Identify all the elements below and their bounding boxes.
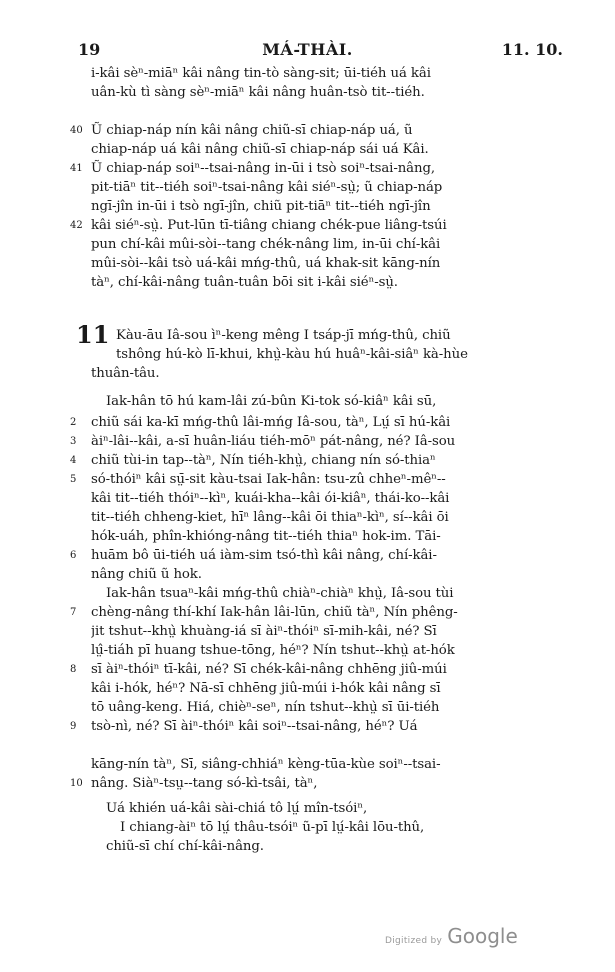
text-line: pun chí-kâi mûi-sòi--tang chék-nâng lim, in-ūi chí-kâi	[91, 237, 441, 252]
text-line: só-thóiⁿ kâi sṳ̄-sit kàu-tsai Iak-hân: tsu-zû chheⁿ-mêⁿ--	[91, 472, 446, 487]
verse-number-42: 42	[70, 220, 83, 231]
text-line: i-kâi sèⁿ-miāⁿ kâi nâng tin-tò sàng-sit; ūi-tiéh uá kâi	[91, 66, 431, 81]
text-line: Kàu-āu Iâ-sou ìⁿ-keng mêng I tsáp-jī mńg-thû, chiũ	[116, 328, 451, 343]
digitized-watermark	[385, 924, 518, 948]
text-line: Ũ chiap-náp soiⁿ--tsai-nâng in-ūi i tsò soiⁿ-tsai-nâng,	[91, 161, 436, 176]
verse-number-2: 2	[70, 417, 77, 428]
text-line: kâi tit--tiéh thóiⁿ--kìⁿ, kuái-kha--kâi ói-kiâⁿ, thái-ko--kâi	[91, 491, 450, 506]
text-line: tō uâng-keng. Hiá, chièⁿ-seⁿ, nín tshut--khṳ̀ sī ūi-tiéh	[91, 700, 440, 715]
verse-number-9: 9	[70, 721, 77, 732]
digitized-label: Digitized by	[385, 936, 443, 946]
text-line: thuân-tâu.	[91, 366, 160, 381]
text-line: huām bô ūi-tiéh uá iàm-sim tsó-thì kâi nâng, chí-kâi-	[91, 548, 437, 563]
text-line: chiap-náp uá kâi nâng chiũ-sī chiap-náp sái uá Kâi.	[91, 142, 429, 157]
text-line: kâi siéⁿ-sṳ̀. Put-lūn tī-tiâng chiang chék-pue liâng-tsúi	[91, 218, 447, 233]
text-line: àiⁿ-lâi--kâi, a-sī huân-liáu tiéh-mōⁿ pát-nâng, né? Iâ-sou	[91, 434, 456, 449]
verse-number-3: 3	[70, 436, 77, 447]
text-line: uân-kù tì sàng sèⁿ-miāⁿ kâi nâng huân-tsò tit--tiéh.	[91, 85, 425, 100]
quotation-line: chiũ-sī chí chí-kâi-nâng.	[106, 839, 264, 854]
text-line: lṳ̂-tiáh pī huang tshue-tōng, héⁿ? Nín tshut--khṳ̀ at-hók	[91, 643, 455, 658]
text-line: jit tshut--khṳ̀ khuàng-iá sī àiⁿ-thóiⁿ sī-mih-kâi, né? Sī	[91, 624, 437, 639]
text-line: chiũ sái ka-kī mńg-thû lâi-mńg Iâ-sou, tàⁿ, Lṳ́ sī hú-kâi	[91, 415, 451, 430]
text-line: sī àiⁿ-thóiⁿ tī-kâi, né? Sī chék-kâi-nâng chhēng jiû-múi	[91, 662, 447, 677]
quotation-line: Uá khién uá-kâi sài-chiá tô lṳ́ mîn-tsóiⁿ,	[106, 801, 368, 816]
text-line: nâng chiũ ũ hok.	[91, 567, 202, 582]
text-line: ngī-jîn in-ūi i tsò ngī-jîn, chiũ pit-tiāⁿ tit--tiéh ngī-jîn	[91, 199, 431, 214]
google-logo: Google	[447, 924, 518, 948]
text-line: Iak-hân tsuaⁿ-kâi mńg-thû chiàⁿ-chiàⁿ khṳ̀, Iâ-sou tùi	[106, 586, 454, 601]
text-line: hók-uáh, phîn-khióng-nâng tit--tiéh thiaⁿ hok-im. Tāi-	[91, 529, 441, 544]
text-line: pit-tiāⁿ tit--tiéh soiⁿ-tsai-nâng kâi siéⁿ-sṳ̀; ũ chiap-náp	[91, 180, 443, 195]
text-line: Iak-hân tō hú kam-lâi zú-bûn Ki-tok só-kiâⁿ kâi sū,	[106, 394, 437, 409]
verse-number-8: 8	[70, 664, 77, 675]
running-title: MÁ-THÀI.	[262, 40, 353, 59]
text-line: chiũ tùi-in tap--tàⁿ, Nín tiéh-khṳ̀, chiang nín só-thiaⁿ	[91, 453, 436, 468]
text-line: kāng-nín tàⁿ, Sī, siâng-chhiáⁿ kèng-tūa-kùe soiⁿ--tsai-	[91, 757, 441, 772]
text-line: tshông hú-kò lī-khui, khṳ̀-kàu hú huâⁿ-kâi-siâⁿ kà-hùe	[116, 347, 468, 362]
text-line: chèng-nâng thí-khí Iak-hân lâi-lūn, chiũ tàⁿ, Nín phêng-	[91, 605, 458, 620]
chapter-number: 11	[76, 320, 110, 349]
text-line: Ũ chiap-náp nín kâi nâng chiũ-sī chiap-náp uá, ũ	[91, 123, 413, 138]
verse-number-6: 6	[70, 550, 77, 561]
verse-number-40: 40	[70, 125, 83, 136]
text-line: kâi i-hók, héⁿ? Nā-sī chhēng jiû-múi i-hók kâi nâng sī	[91, 681, 441, 696]
quotation-line: I chiang-àiⁿ tō lṳ́ thâu-tsóiⁿ ũ-pī lṳ́-kâi lōu-thû,	[120, 820, 425, 835]
verse-number-7: 7	[70, 607, 77, 618]
chapter-verse-reference: 11. 10.	[501, 40, 563, 59]
text-line: nâng. Siàⁿ-tsṳ--tang só-kì-tsâi, tàⁿ,	[91, 776, 318, 791]
text-line: tit--tiéh chheng-kiet, hīⁿ lâng--kâi ōi thiaⁿ-kìⁿ, sí--kâi ōi	[91, 510, 449, 525]
verse-number-4: 4	[70, 455, 77, 466]
verse-number-41: 41	[70, 163, 83, 174]
text-line: tsò-nì, né? Sī àiⁿ-thóiⁿ kâi soiⁿ--tsai-nâng, héⁿ? Uá	[91, 719, 418, 734]
text-line: mûi-sòi--kâi tsò uá-kâi mńg-thû, uá khak-sit kāng-nín	[91, 256, 441, 271]
text-line: tàⁿ, chí-kâi-nâng tuân-tuân bōi sit i-kâi siéⁿ-sṳ̀.	[91, 275, 398, 290]
verse-number-10: 10	[70, 778, 83, 789]
verse-number-5: 5	[70, 474, 77, 485]
page-number: 19	[78, 40, 101, 59]
